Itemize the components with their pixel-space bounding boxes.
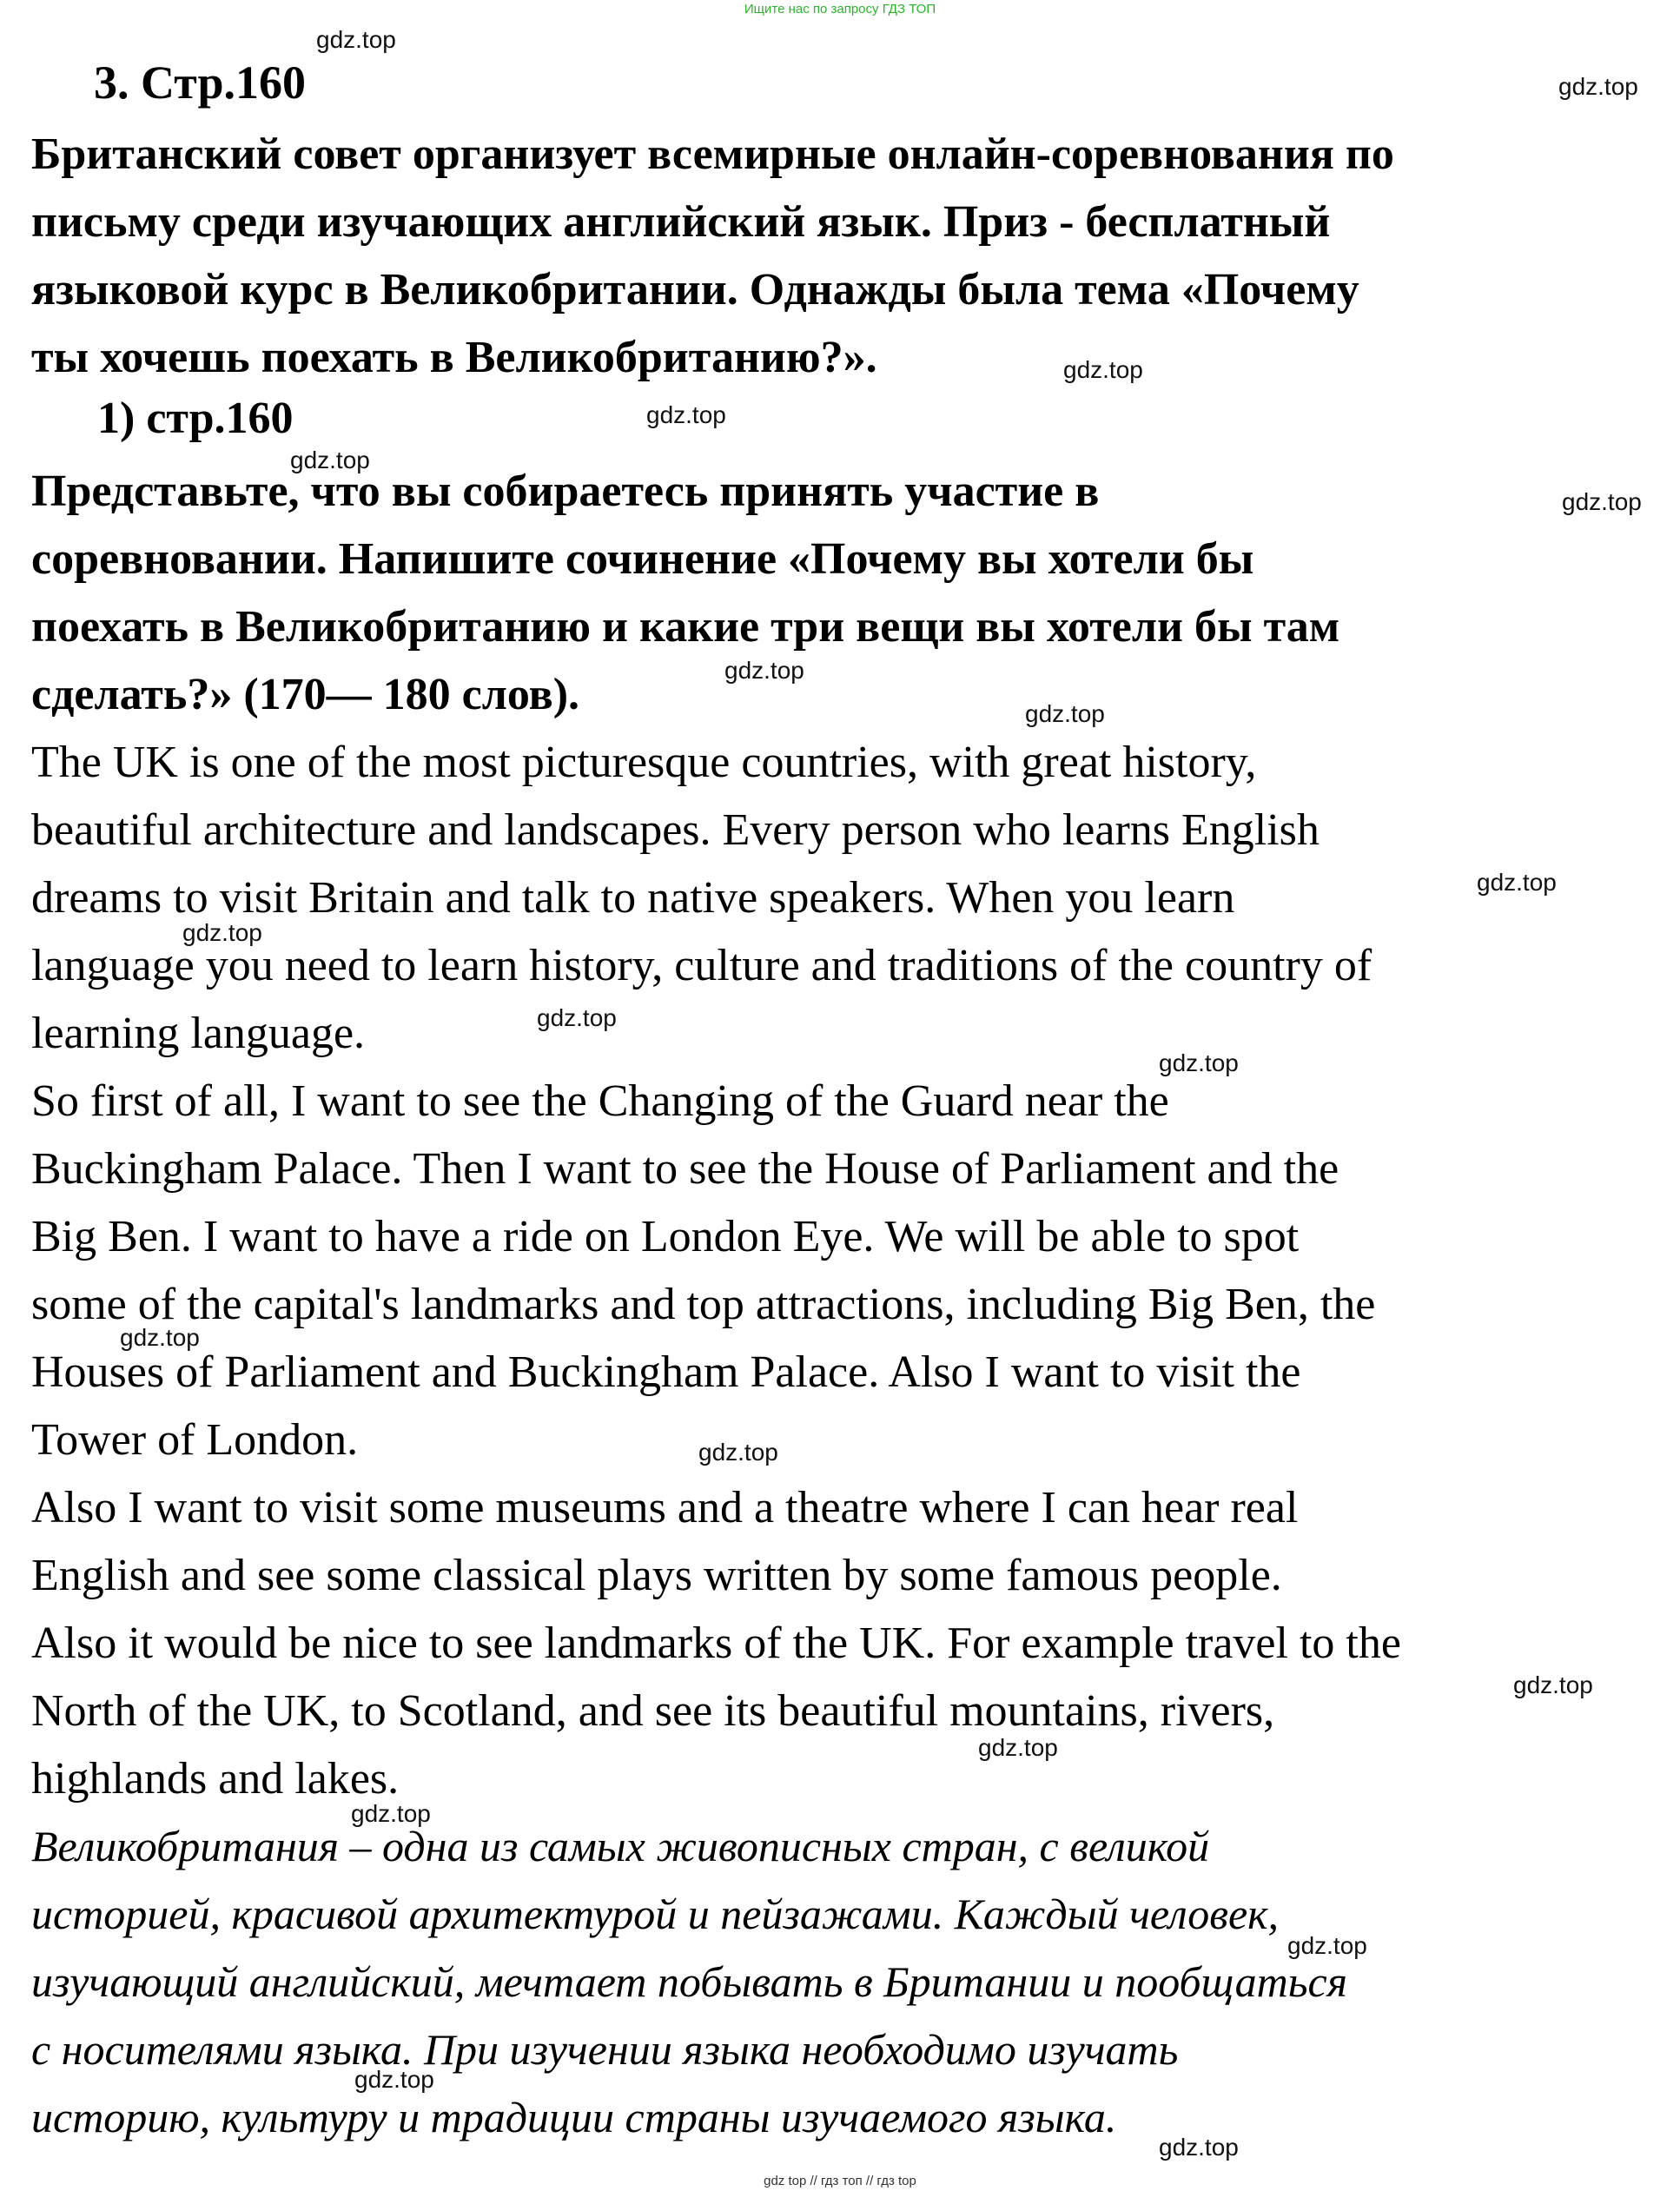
watermark: gdz.top	[978, 1734, 1058, 1761]
task-line: языковой курс в Великобритании. Однажды была тема «Почему	[31, 265, 1359, 314]
watermark: gdz.top	[1558, 73, 1638, 100]
subtask-line: сделать?» (170— 180 слов).	[31, 670, 580, 719]
essay-line: Big Ben. I want to have a ride on London Eye. We will be able to spot	[31, 1212, 1300, 1261]
essay-line: Buckingham Palace. Then I want to see the House of Parliament and the	[31, 1144, 1339, 1194]
essay-line: learning language.	[31, 1009, 366, 1058]
watermark: gdz.top	[316, 26, 396, 53]
watermark: gdz.top	[182, 919, 262, 946]
watermark: gdz.top	[354, 2066, 434, 2093]
watermark: gdz.top	[120, 1324, 200, 1351]
watermark: gdz.top	[1159, 2134, 1239, 2161]
essay-line: beautiful architecture and landscapes. Every person who learns English	[31, 805, 1320, 855]
watermark: gdz.top	[1513, 1671, 1593, 1698]
subtask-line: соревновании. Напишите сочинение «Почему вы хотели бы	[31, 534, 1254, 584]
footer-links: gdz top // гдз топ // гдз top	[764, 2174, 916, 2188]
essay-line: Also it would be nice to see landmarks of the UK. For example travel to the	[31, 1618, 1401, 1668]
watermark: gdz.top	[724, 657, 804, 684]
watermark: gdz.top	[290, 447, 370, 473]
watermark: gdz.top	[537, 1004, 617, 1031]
watermark: gdz.top	[646, 401, 726, 428]
translation-line: изучающий английский, мечтает побывать в Британии и пообщаться	[31, 1957, 1347, 2006]
subtask-line: Представьте, что вы собираетесь принять участие в	[31, 467, 1100, 516]
task-line: ты хочешь поехать в Великобританию?».	[31, 333, 877, 382]
watermark: gdz.top	[1287, 1932, 1367, 1959]
essay-line: some of the capital's landmarks and top attractions, including Big Ben, the	[31, 1280, 1376, 1329]
subtask-line: поехать в Великобританию и какие три вещи вы хотели бы там	[31, 602, 1340, 652]
translation-line: историю, культуру и традиции страны изучаемого языка.	[31, 2093, 1117, 2141]
watermark: gdz.top	[1159, 1049, 1239, 1076]
subtask-heading: 1) стр.160	[97, 394, 294, 443]
essay-line: The UK is one of the most picturesque countries, with great history,	[31, 738, 1257, 787]
essay-line: highlands and lakes.	[31, 1754, 400, 1804]
essay-line: Tower of London.	[31, 1415, 359, 1465]
top-banner: Ищите нас по запросу ГДЗ ТОП	[744, 2, 936, 17]
watermark: gdz.top	[698, 1439, 778, 1466]
translation-line: с носителями языка. При изучении языка необходимо изучать	[31, 2025, 1179, 2074]
watermark: gdz.top	[351, 1800, 431, 1827]
essay-line: language you need to learn history, culture and traditions of the country of	[31, 941, 1372, 990]
task-line: письму среди изучающих английский язык. Приз - бесплатный	[31, 197, 1331, 247]
watermark: gdz.top	[1562, 488, 1642, 515]
watermark: gdz.top	[1477, 869, 1557, 896]
task-line: Британский совет организует всемирные онлайн-соревнования по	[31, 129, 1394, 179]
essay-line: North of the UK, to Scotland, and see its beautiful mountains, rivers,	[31, 1686, 1275, 1736]
exercise-heading: 3. Стр.160	[94, 56, 307, 109]
translation-line: Великобритания – одна из самых живописных стран, с великой	[31, 1822, 1210, 1870]
translation-line: историей, красивой архитектурой и пейзажами. Каждый человек,	[31, 1890, 1280, 1938]
essay-line: Houses of Parliament and Buckingham Palace. Also I want to visit the	[31, 1347, 1301, 1397]
essay-line: So first of all, I want to see the Changing of the Guard near the	[31, 1076, 1169, 1126]
watermark: gdz.top	[1063, 356, 1143, 383]
essay-line: Also I want to visit some museums and a theatre where I can hear real	[31, 1483, 1299, 1532]
essay-line: dreams to visit Britain and talk to native speakers. When you learn	[31, 873, 1235, 923]
essay-line: English and see some classical plays written by some famous people.	[31, 1551, 1282, 1600]
watermark: gdz.top	[1025, 700, 1105, 727]
